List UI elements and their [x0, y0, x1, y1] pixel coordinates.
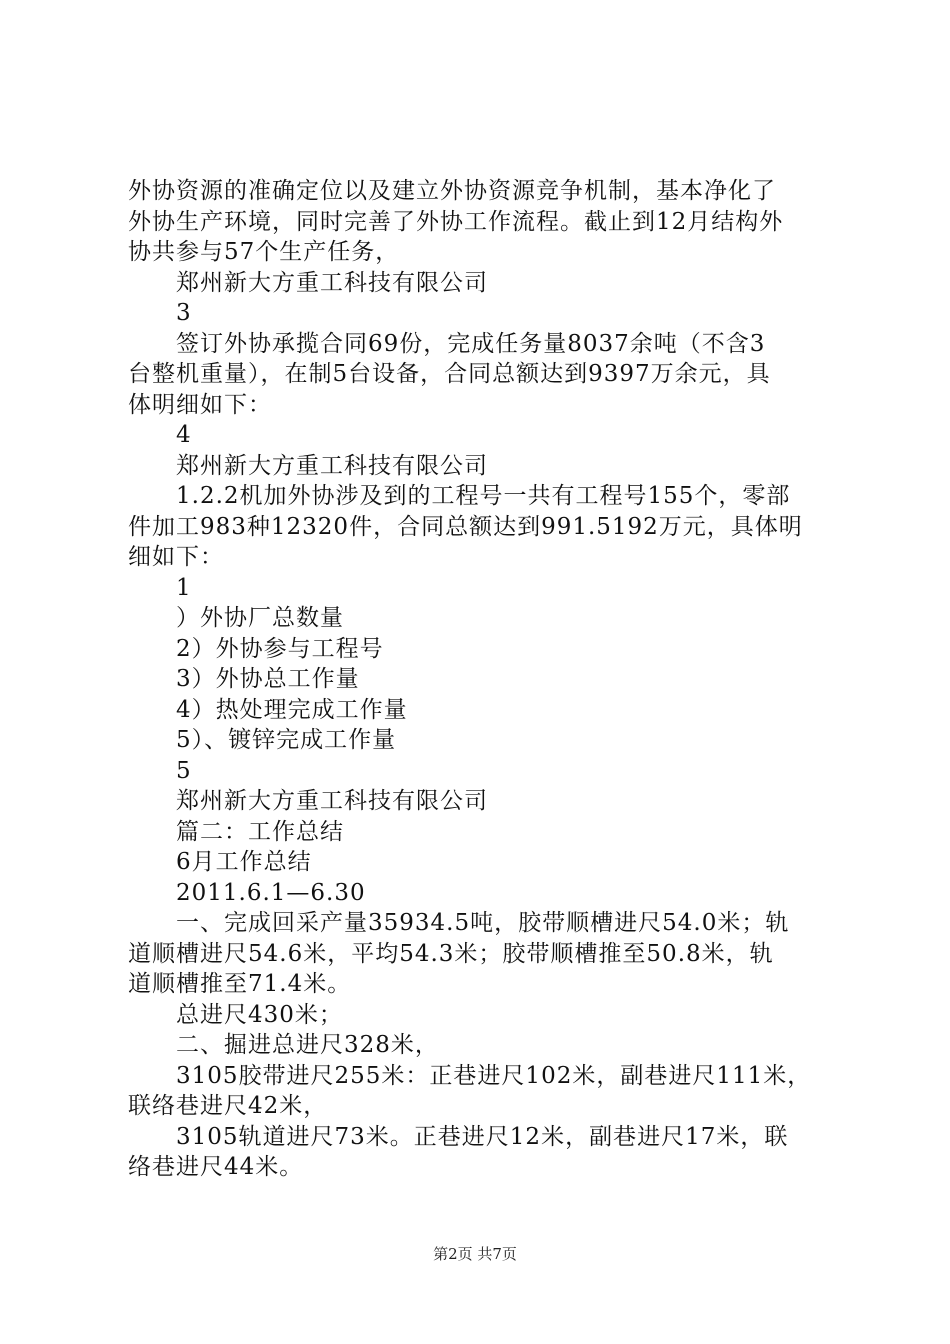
body-text-line: 联络巷进尺42米， [128, 1093, 328, 1119]
company-name-line: 郑州新大方重工科技有限公司 [176, 453, 488, 479]
section-heading: 篇二：工作总结 [176, 819, 344, 845]
body-text-line: 1.2.2机加外协涉及到的工程号一共有工程号155个，零部 [176, 483, 791, 509]
body-text-line: 3105胶带进尺255米：正巷进尺102米，副巷进尺111米， [176, 1063, 812, 1089]
body-text-line: 总进尺430米； [176, 1002, 343, 1028]
list-item: 5）、镀锌完成工作量 [176, 727, 397, 753]
body-text-line: 道顺槽进尺54.6米，平均54.3米；胶带顺槽推至50.8米，轨 [128, 941, 774, 967]
body-text-line: 外协资源的准确定位以及建立外协资源竞争机制，基本净化了 [128, 178, 776, 204]
body-text-line: 二、掘进总进尺328米， [176, 1032, 439, 1058]
body-text-line: 协共参与57个生产任务， [128, 239, 400, 265]
list-item: ）外协厂总数量 [176, 605, 344, 631]
body-text-line: 外协生产环境，同时完善了外协工作流程。截止到12月结构外 [128, 209, 784, 235]
report-title: 6月工作总结 [176, 849, 312, 875]
body-text-line: 细如下： [128, 544, 224, 570]
list-item: 4）热处理完成工作量 [176, 697, 408, 723]
body-text-line: 签订外协承揽合同69份，完成任务量8037余吨（不含3 [176, 331, 766, 357]
company-name-line: 郑州新大方重工科技有限公司 [176, 788, 488, 814]
body-text-line: 件加工983种12320件，合同总额达到991.5192万元，具体明 [128, 514, 803, 540]
list-item: 2）外协参与工程号 [176, 636, 384, 662]
body-text-line: 台整机重量），在制5台设备，合同总额达到9397万余元，具 [128, 361, 771, 387]
page-number-marker: 3 [176, 300, 192, 326]
body-text-line: 一、完成回采产量35934.5吨，胶带顺槽进尺54.0米；轨 [176, 910, 790, 936]
list-number: 1 [176, 575, 192, 601]
list-item: 3）外协总工作量 [176, 666, 360, 692]
body-text-line: 道顺槽推至71.4米。 [128, 971, 352, 997]
body-text-line: 体明细如下： [128, 392, 272, 418]
body-text-line: 络巷进尺44米。 [128, 1154, 304, 1180]
page-number-marker: 5 [176, 758, 192, 784]
company-name-line: 郑州新大方重工科技有限公司 [176, 270, 488, 296]
report-date-range: 2011.6.1—6.30 [176, 880, 366, 906]
page-footer: 第2页 共7页 [433, 1245, 517, 1263]
body-text-line: 3105轨道进尺73米。正巷进尺12米，副巷进尺17米，联 [176, 1124, 789, 1150]
page-number-marker: 4 [176, 422, 192, 448]
